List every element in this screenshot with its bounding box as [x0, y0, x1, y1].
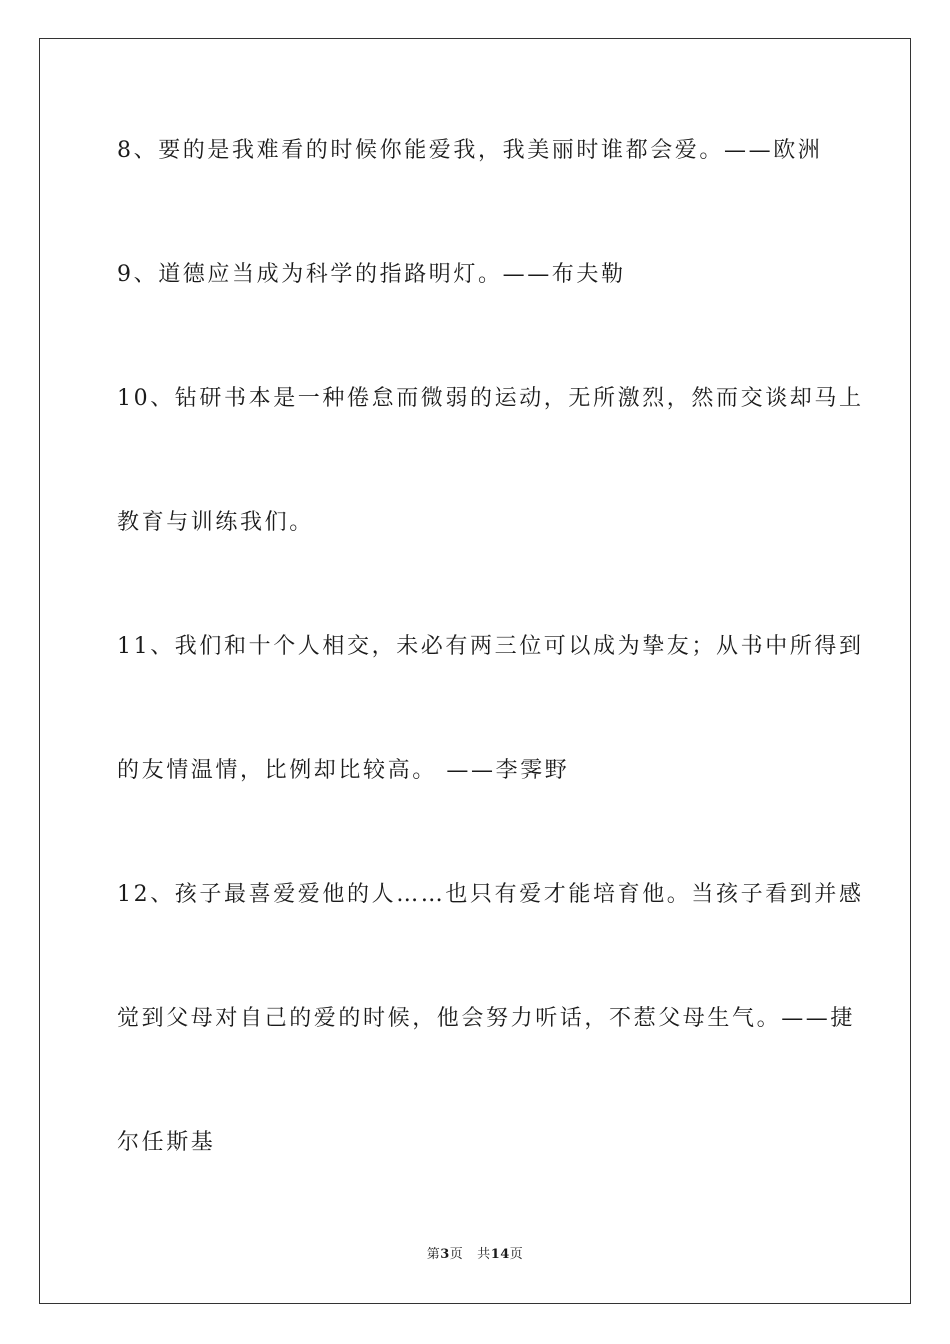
page-number: 3	[440, 1247, 450, 1262]
total-suffix: 页	[509, 1247, 524, 1262]
text-line: 10、钻研书本是一种倦怠而微弱的运动，无所激烈，然而交谈却马上	[117, 386, 864, 411]
text-line: 觉到父母对自己的爱的时候，他会努力听话，不惹父母生气。——捷	[117, 1006, 856, 1031]
total-pages: 14	[490, 1247, 510, 1262]
text-line: 12、孩子最喜爱爱他的人……也只有爱才能培育他。当孩子看到并感	[117, 882, 864, 907]
total-prefix: 共	[477, 1247, 491, 1262]
page-footer	[0, 1246, 950, 1264]
text-line: 尔任斯基	[117, 1130, 216, 1155]
page-border	[39, 38, 911, 1304]
page-suffix: 页	[449, 1247, 464, 1262]
text-line: 8、要的是我难看的时候你能爱我，我美丽时谁都会爱。——欧洲	[117, 138, 823, 163]
text-line: 9、道德应当成为科学的指路明灯。——布夫勒	[117, 262, 626, 287]
page-prefix: 第	[426, 1247, 441, 1262]
text-line: 11、我们和十个人相交，未必有两三位可以成为挚友；从书中所得到	[117, 634, 864, 659]
text-line: 的友情温情，比例却比较高。 ——李霁野	[117, 758, 570, 783]
text-line: 教育与训练我们。	[117, 510, 314, 535]
